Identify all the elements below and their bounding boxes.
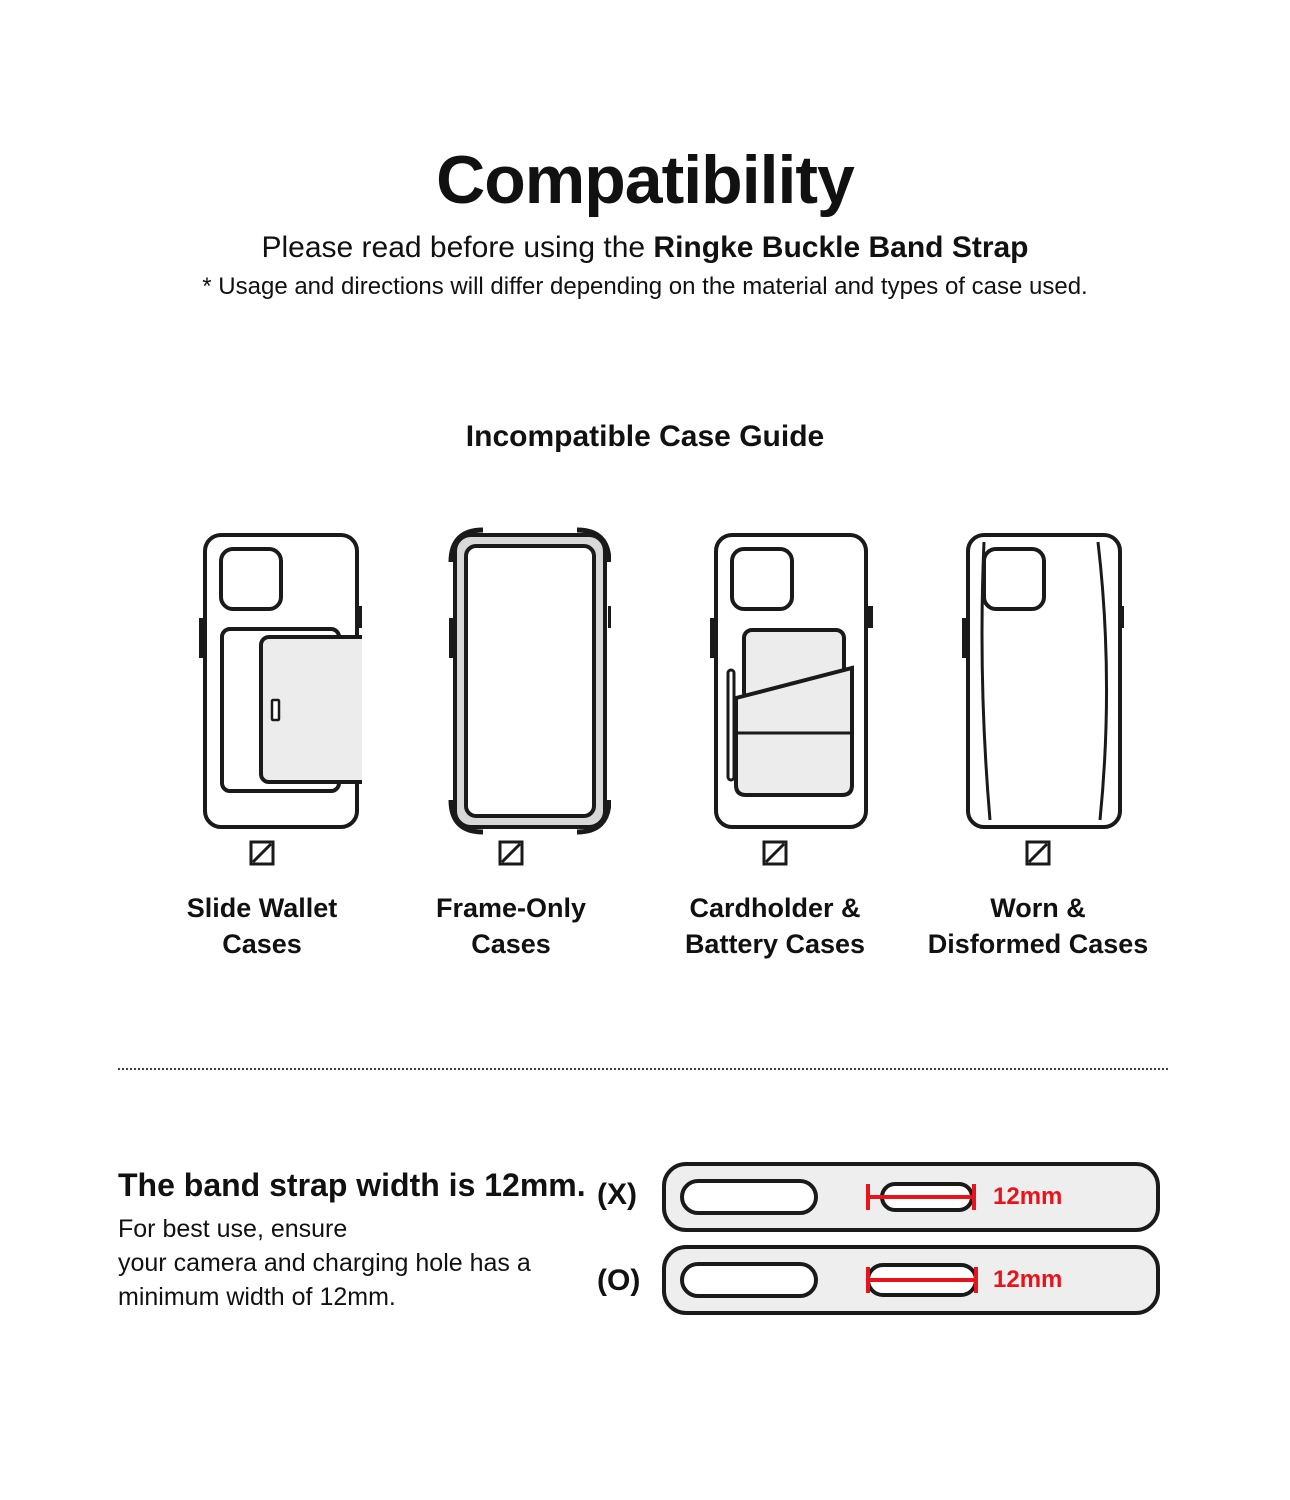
case-item-slide-wallet bbox=[142, 520, 382, 962]
measure-label: 12mm bbox=[993, 1266, 1063, 1293]
case-label: Slide Wallet Cases bbox=[186, 893, 338, 959]
example-label-incompatible: (X) bbox=[597, 1178, 637, 1211]
case-item-worn-disformed bbox=[918, 520, 1158, 962]
incompatible-mark-icon bbox=[498, 840, 524, 866]
band-width-title: The band strap width is 12mm. bbox=[118, 1167, 586, 1203]
example-hole-incompatible bbox=[660, 1160, 1162, 1234]
case-item-cardholder-battery bbox=[655, 520, 895, 962]
incompatible-mark-icon bbox=[1025, 840, 1051, 866]
incompatible-mark-icon bbox=[249, 840, 275, 866]
frame-only-case-icon bbox=[411, 520, 611, 840]
worn-case-icon bbox=[938, 520, 1138, 840]
incompatible-guide-title: Incompatible Case Guide bbox=[465, 420, 825, 453]
example-label-compatible: (O) bbox=[597, 1264, 641, 1297]
page-title: Compatibility bbox=[436, 142, 854, 218]
case-label: Frame-Only Cases bbox=[435, 893, 587, 959]
dotted-divider bbox=[118, 1068, 1168, 1070]
incompatible-mark-icon bbox=[762, 840, 788, 866]
product-name: Ringke Buckle Band Strap bbox=[653, 231, 1029, 264]
measure-label: 12mm bbox=[993, 1183, 1063, 1210]
slide-wallet-case-icon bbox=[162, 520, 362, 840]
example-hole-compatible bbox=[660, 1243, 1162, 1317]
usage-note: * Usage and directions will differ depending on the material and types of case used. bbox=[202, 273, 1088, 300]
case-label: Cardholder & Battery Cases bbox=[684, 893, 866, 959]
band-width-description: For best use, ensure your camera and charging hole has a minimum width of 12mm. bbox=[118, 1215, 531, 1311]
cardholder-battery-case-icon bbox=[675, 520, 875, 840]
subtitle bbox=[0, 229, 1290, 267]
case-item-frame-only bbox=[391, 520, 631, 962]
case-label: Worn & Disformed Cases bbox=[927, 893, 1149, 959]
subtitle-prefix: Please read before using the bbox=[261, 231, 654, 264]
